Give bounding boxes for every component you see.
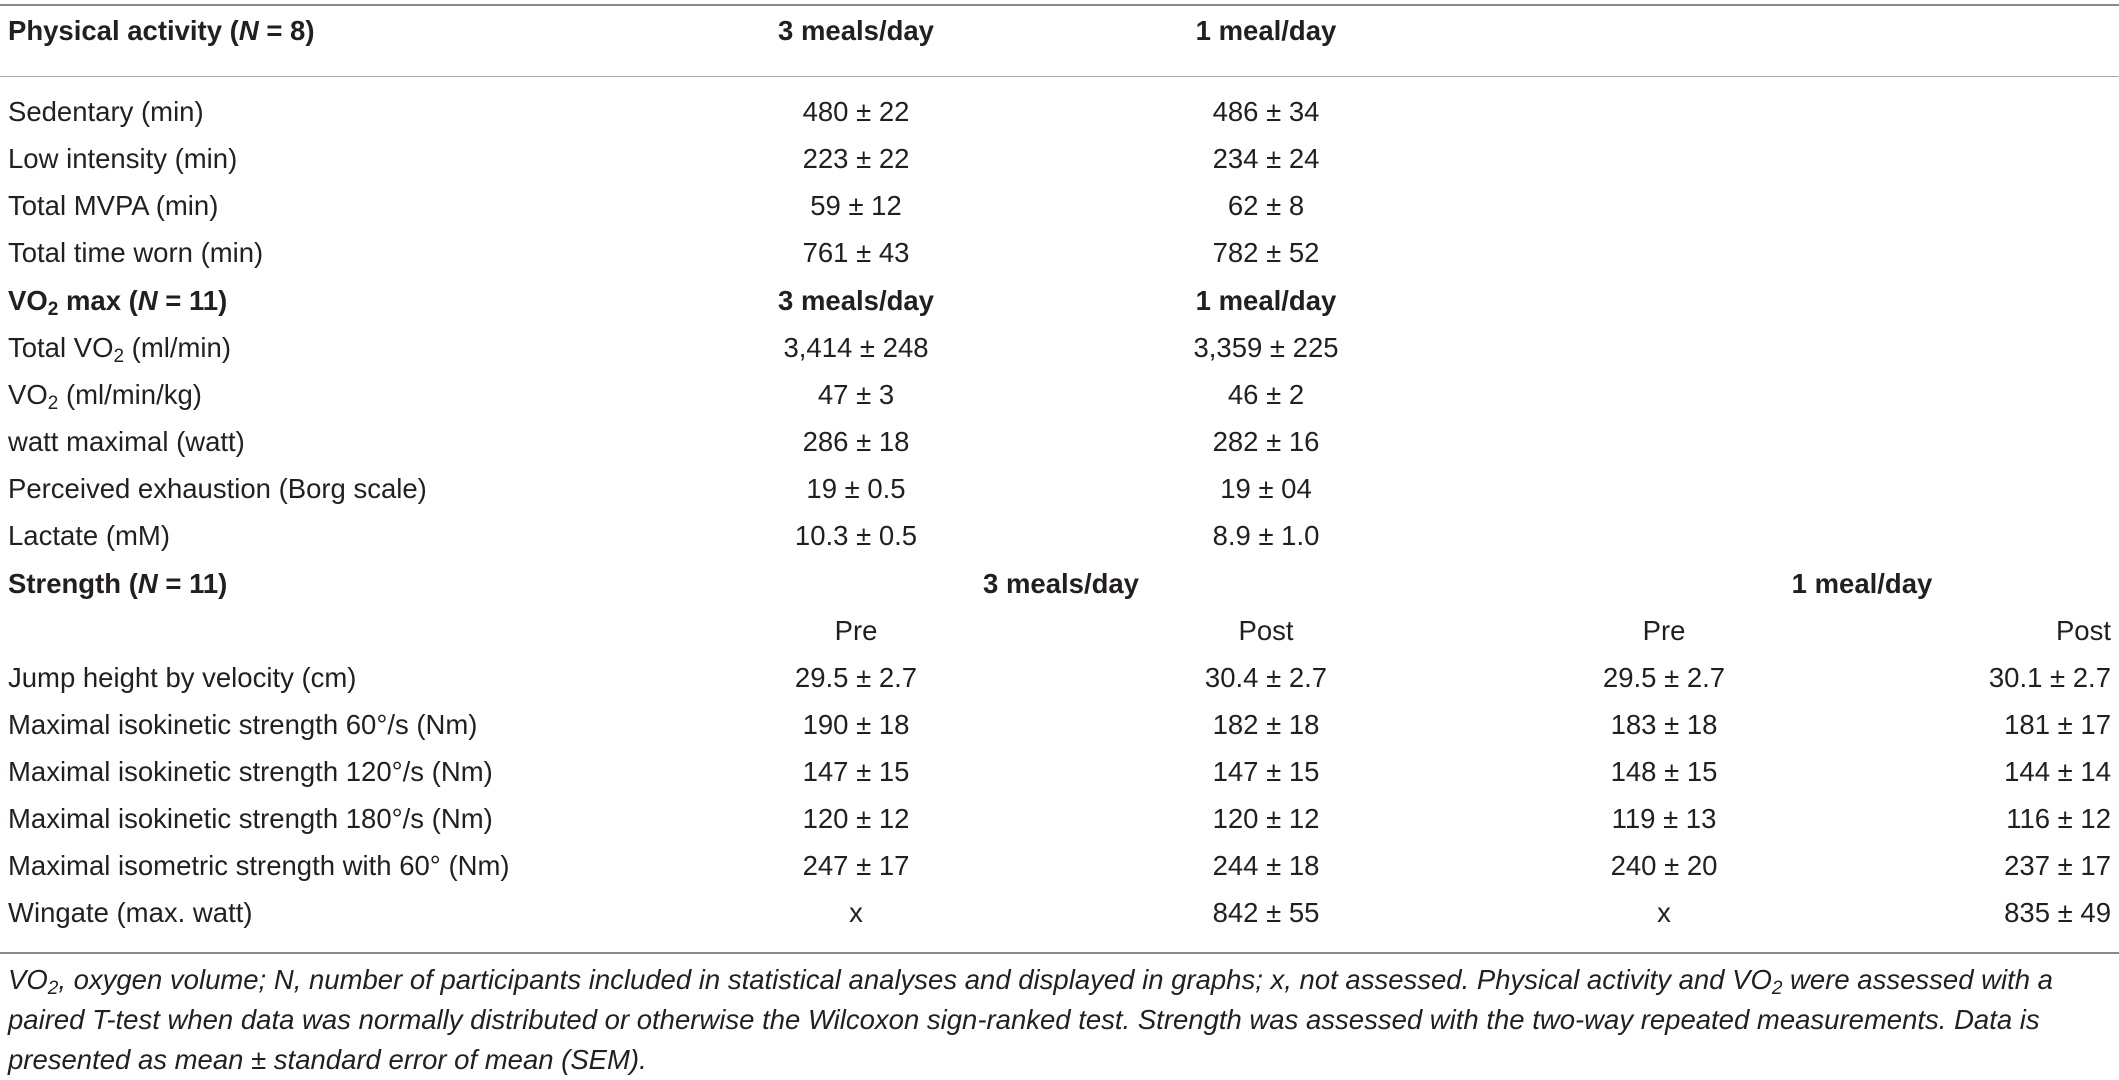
cell-3-meals-post: 30.4 ± 2.7 bbox=[1204, 662, 1328, 693]
table-row bbox=[0, 324, 2119, 371]
cell-3-meals-pre: x bbox=[849, 897, 863, 928]
table-row bbox=[0, 701, 2119, 748]
cell-1-meal: 234 ± 24 bbox=[1212, 143, 1320, 174]
table-row bbox=[0, 229, 2119, 276]
cell-3-meals: 10.3 ± 0.5 bbox=[794, 520, 918, 551]
cell-1-meal: 62 ± 8 bbox=[1227, 190, 1305, 221]
row-label: Maximal isokinetic strength 60°/s (Nm) bbox=[8, 709, 478, 740]
row-label: $VO_2$ (ml/min/kg) bbox=[8, 379, 202, 414]
row-label: Jump height by velocity (cm) bbox=[8, 662, 357, 693]
cell-1-meal: 8.9 ± 1.0 bbox=[1212, 520, 1320, 551]
col-header-1-meal: 1 meal/day bbox=[1195, 285, 1337, 316]
row-label: Lactate (mM) bbox=[8, 520, 170, 551]
table-row bbox=[0, 465, 2119, 512]
cell-3-meals: 19 ± 0.5 bbox=[806, 473, 906, 504]
row-label: Maximal isokinetic strength 180°/s (Nm) bbox=[8, 803, 493, 834]
table-row bbox=[0, 135, 2119, 182]
table-row bbox=[0, 88, 2119, 135]
physical-activity-title: Physical activity (N = 8) bbox=[8, 15, 315, 46]
cell-1-meal-post: 237 ± 17 bbox=[2004, 850, 2111, 881]
row-label: Perceived exhaustion (Borg scale) bbox=[8, 473, 427, 504]
cell-3-meals-post: 842 ± 55 bbox=[1212, 897, 1320, 928]
table-row bbox=[0, 512, 2119, 559]
cell-1-meal-post: 144 ± 14 bbox=[2004, 756, 2111, 787]
cell-1-meal-post: 30.1 ± 2.7 bbox=[1988, 662, 2111, 693]
row-label: Total $VO_2$ (ml/min) bbox=[8, 332, 231, 367]
table-row bbox=[0, 182, 2119, 229]
col-header-3-meals: 3 meals/day bbox=[778, 285, 934, 316]
cell-1-meal: 486 ± 34 bbox=[1212, 96, 1320, 127]
cell-3-meals: 223 ± 22 bbox=[802, 143, 910, 174]
table-row bbox=[0, 371, 2119, 418]
cell-1-meal-post: 835 ± 49 bbox=[2004, 897, 2111, 928]
cell-1-meal: 282 ± 16 bbox=[1212, 426, 1320, 457]
physical-activity-header-row bbox=[0, 7, 2119, 54]
cell-1-meal-pre: x bbox=[1657, 897, 1671, 928]
header-rule bbox=[0, 76, 2119, 77]
cell-3-meals: 480 ± 22 bbox=[802, 96, 910, 127]
row-label: Low intensity (min) bbox=[8, 143, 238, 174]
cell-3-meals: 286 ± 18 bbox=[802, 426, 910, 457]
cell-3-meals-post: 182 ± 18 bbox=[1212, 709, 1320, 740]
cell-3-meals-post: 244 ± 18 bbox=[1212, 850, 1320, 881]
row-label: Total time worn (min) bbox=[8, 237, 264, 268]
cell-1-meal-pre: 240 ± 20 bbox=[1610, 850, 1718, 881]
cell-1-meal-post: 181 ± 17 bbox=[2004, 709, 2111, 740]
cell-1-meal-pre: 148 ± 15 bbox=[1610, 756, 1718, 787]
cell-1-meal-post: 116 ± 12 bbox=[2006, 803, 2111, 834]
subheader-pre: Pre bbox=[1642, 615, 1686, 646]
cell-1-meal: 19 ± 04 bbox=[1220, 473, 1312, 504]
strength-title: Strength (N = 11) bbox=[8, 568, 228, 599]
cell-1-meal-pre: 29.5 ± 2.7 bbox=[1602, 662, 1726, 693]
subheader-pre: Pre bbox=[834, 615, 878, 646]
table-row bbox=[0, 889, 2119, 936]
row-label: watt maximal (watt) bbox=[8, 426, 245, 457]
cell-1-meal-pre: 183 ± 18 bbox=[1610, 709, 1718, 740]
cell-3-meals: 761 ± 43 bbox=[802, 237, 910, 268]
col-header-1-meal: 1 meal/day bbox=[1195, 15, 1337, 46]
cell-1-meal-pre: 119 ± 13 bbox=[1611, 803, 1717, 834]
row-label: Total MVPA (min) bbox=[8, 190, 219, 221]
cell-3-meals-post: 147 ± 15 bbox=[1212, 756, 1320, 787]
table-bottom-rule bbox=[0, 952, 2119, 954]
row-label: Sedentary (min) bbox=[8, 96, 204, 127]
col-header-3-meals: 3 meals/day bbox=[778, 15, 934, 46]
subheader-post: Post bbox=[2055, 615, 2111, 646]
row-label: Maximal isometric strength with 60° (Nm) bbox=[8, 850, 510, 881]
table-row bbox=[0, 795, 2119, 842]
table-row bbox=[0, 654, 2119, 701]
vo2-max-header-row bbox=[0, 277, 2119, 324]
strength-subheader-row bbox=[0, 607, 2119, 654]
cell-3-meals-pre: 190 ± 18 bbox=[802, 709, 910, 740]
cell-3-meals-post: 120 ± 12 bbox=[1212, 803, 1320, 834]
cell-3-meals: 47 ± 3 bbox=[817, 379, 895, 410]
group-header-3-meals: 3 meals/day bbox=[983, 568, 1139, 599]
cell-3-meals-pre: 120 ± 12 bbox=[802, 803, 910, 834]
row-label: Wingate (max. watt) bbox=[8, 897, 253, 928]
cell-3-meals-pre: 147 ± 15 bbox=[802, 756, 910, 787]
vo2-max-title: $VO_2$ max (N = 11) bbox=[8, 285, 228, 320]
subheader-post: Post bbox=[1238, 615, 1294, 646]
cell-3-meals: 59 ± 12 bbox=[810, 190, 902, 221]
table-row bbox=[0, 842, 2119, 889]
table-footnote: $VO_2$, oxygen volume; N, number of participants included in statistical analyses and displayed in graphs; x, not assessed. Physical activity and $VO_2$ were assessed with a paired T-test when data was normally distributed or otherwise the Wilcoxon sign-ranked test. Strength was assessed with the two-way repeated measurements. Data is presented as mean ± standard error of mean (SEM). bbox=[8, 964, 2053, 1075]
cell-1-meal: 3,359 ± 225 bbox=[1193, 332, 1339, 363]
cell-3-meals: 3,414 ± 248 bbox=[783, 332, 929, 363]
cell-3-meals-pre: 29.5 ± 2.7 bbox=[794, 662, 918, 693]
cell-1-meal: 782 ± 52 bbox=[1212, 237, 1320, 268]
cell-3-meals-pre: 247 ± 17 bbox=[802, 850, 910, 881]
strength-header-row bbox=[0, 560, 2119, 607]
table-row bbox=[0, 748, 2119, 795]
group-header-1-meal: 1 meal/day bbox=[1791, 568, 1933, 599]
row-label: Maximal isokinetic strength 120°/s (Nm) bbox=[8, 756, 493, 787]
table-row bbox=[0, 418, 2119, 465]
cell-1-meal: 46 ± 2 bbox=[1227, 379, 1305, 410]
table-top-rule bbox=[0, 4, 2119, 6]
